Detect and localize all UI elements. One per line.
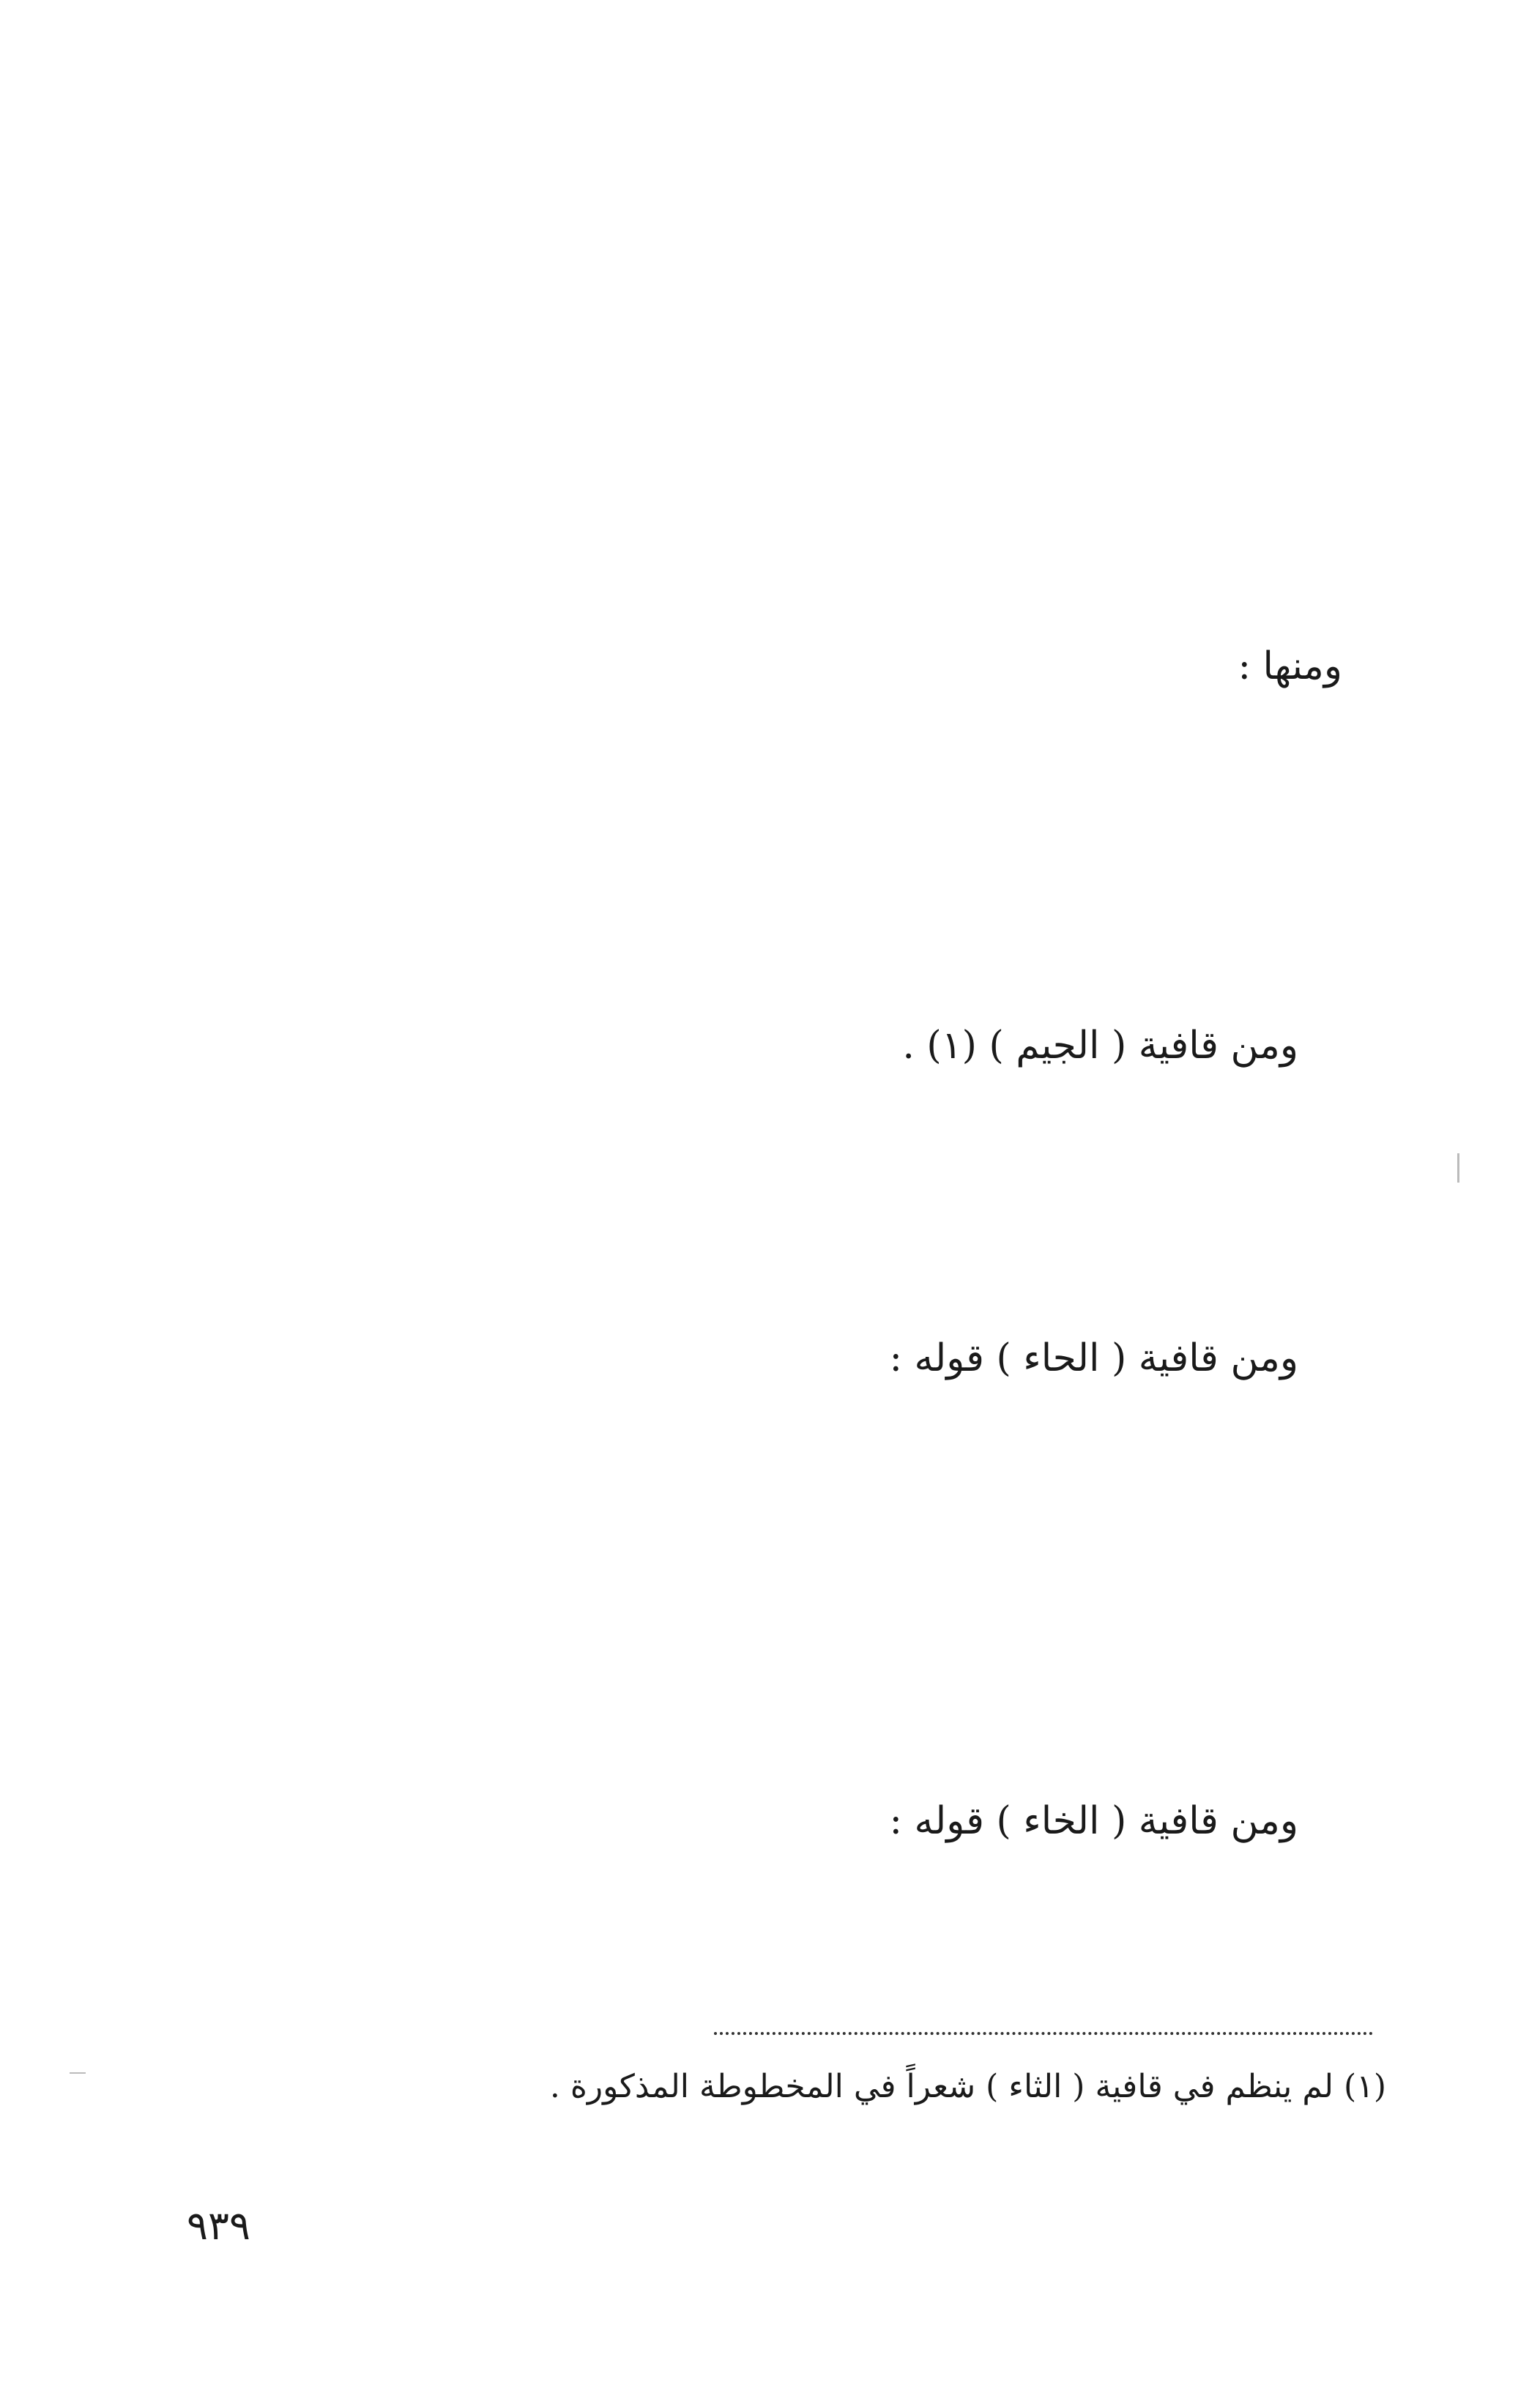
page-number: ٩٣٩ bbox=[187, 2203, 251, 2249]
section-heading: ومن قافية ( الخاء ) قوله : bbox=[889, 1799, 1298, 1843]
footnote-separator bbox=[714, 2032, 1373, 2035]
scan-mark bbox=[70, 2072, 86, 2074]
section-heading: ومنها : bbox=[1238, 644, 1342, 688]
scan-mark bbox=[1457, 1153, 1459, 1183]
footnote: (١) لم ينظم في قافية ( الثاء ) شعراً في المخطوطة المذكورة . bbox=[549, 2068, 1386, 2105]
section-heading: ومن قافية ( الحاء ) قوله : bbox=[889, 1336, 1298, 1380]
section-heading: ومن قافية ( الجيم ) (١) . bbox=[902, 1024, 1298, 1068]
